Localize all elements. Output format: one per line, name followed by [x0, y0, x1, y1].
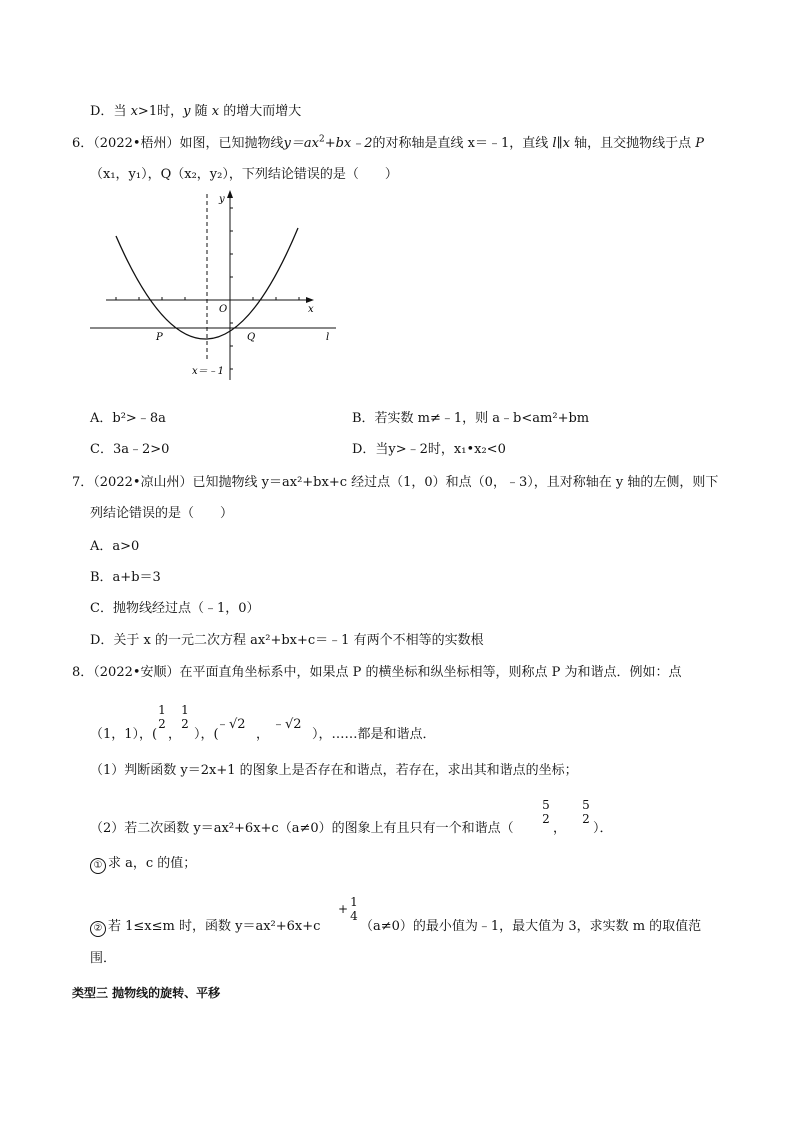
q7-option-b: B．a+b＝3 [90, 570, 161, 585]
graph-l-label: l [326, 332, 330, 343]
q8-part2: （2）若二次函数 y＝ax²+6x+c（a≠0）的图象上有且只有一个和谐点（ [90, 821, 514, 836]
q8-sub2: ② 若 1≤x≤m 时，函数 y＝ax²+6x+c [90, 918, 320, 937]
q8-frac-half-1: 1 2 [158, 703, 166, 731]
q6-option-a: A．b²>﹣8a [90, 411, 166, 426]
circled-1-marker: ① [90, 858, 106, 874]
q8-stem-line2: （1，1），( [90, 727, 158, 742]
q8-sub2-end: 围． [90, 951, 117, 966]
q8-sub2-rest: （a≠0）的最小值为﹣1，最大值为 3，求实数 m 的取值范 [360, 919, 702, 934]
q7-option-a: A．a>0 [90, 539, 140, 554]
q8-frac-52-1: 5 2 [542, 798, 550, 826]
q8-comma-1: ， [168, 727, 182, 742]
q7-stem-line1: 7．（2022•凉山州）已知抛物线 y＝ax²+bx+c 经过点（1，0）和点（0，﹣3），且对称轴在 y 轴的左侧，则下 [72, 475, 719, 490]
graph-p-label: P [156, 332, 163, 343]
q8-neg-sqrt2-2: ﹣√2 [272, 717, 302, 732]
q8-part2-comma: ， [553, 821, 567, 836]
q8-stem-line1: 8．（2022•安顺）在平面直角坐标系中，如果点 P 的横坐标和纵坐标相等，则称点 P 为和谐点．例如：点 [72, 665, 682, 680]
q8-frac-52-2: 5 2 [582, 798, 590, 826]
q6-stem-line1: 6．（2022•梧州）如图，已知抛物线$y=ax^2+bx﹣2$的对称轴是直线 x＝﹣1，直线 l∥x 轴，且交抛物线于点 P [72, 134, 704, 151]
q8-part1: （1）判断函数 y＝2x+1 的图象上是否存在和谐点，若存在，求出其和谐点的坐标； [90, 763, 578, 778]
graph-axis-label: x＝﹣1 [192, 366, 225, 377]
q8-stem-line2-end: ），……都是和谐点． [312, 727, 436, 742]
q7-option-d: D．关于 x 的一元二次方程 ax²+bx+c＝﹣1 有两个不相等的实数根 [90, 633, 484, 648]
q6-stem-line2: （x₁，y₁），Q（x₂，y₂），下列结论错误的是（ ） [90, 167, 398, 182]
q6-option-b: B．若实数 m≠﹣1，则 a﹣b<am²+bm [352, 411, 590, 426]
q8-part2-end: ）． [593, 821, 613, 836]
q6-option-d: D．当y>﹣2时，x₁•x₂<0 [352, 442, 506, 457]
q7-stem-line2: 列结论错误的是（ ） [90, 506, 234, 521]
q8-paren-2: ），( [194, 727, 219, 742]
q6-parabola-graph [88, 188, 338, 380]
q8-neg-sqrt2-1: ﹣√2 [216, 717, 246, 732]
q5-option-d: D．当 x>1时，y 随 x 的增大而增大 [90, 104, 302, 119]
q8-sub1: ① 求 a，c 的值； [90, 855, 196, 874]
q8-comma-2: ， [256, 727, 270, 742]
q7-option-c: C．抛物线经过点（﹣1，0） [90, 601, 260, 616]
graph-q-label: Q [247, 332, 256, 343]
q6-option-c: C．3a﹣2>0 [90, 442, 170, 457]
graph-y-label: y [219, 194, 225, 205]
graph-origin-label: O [219, 304, 228, 315]
section-heading: 类型三 抛物线的旋转、平移 [72, 986, 221, 1000]
circled-2-marker: ② [90, 921, 106, 937]
q8-frac-quarter: + 1 4 [338, 895, 358, 923]
graph-x-label: x [308, 304, 314, 315]
q8-frac-half-2: 1 2 [181, 703, 189, 731]
